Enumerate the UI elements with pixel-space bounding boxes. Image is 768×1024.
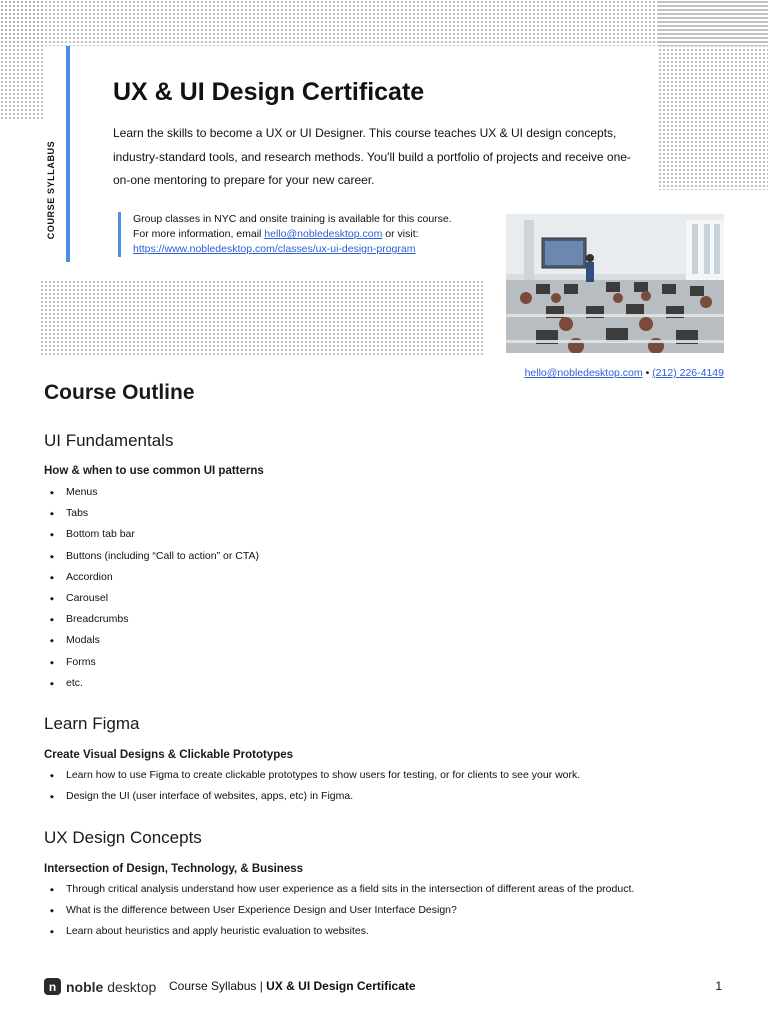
learn-figma-list — [50, 765, 580, 807]
list-item: ◆ Learn how to use Figma to create clickable prototypes to show users for testing, or for clients to see your work. — [50, 765, 580, 786]
info-line-2 — [133, 227, 503, 242]
list-item: ◆ Learn about heuristics and apply heuristic evaluation to websites. — [50, 921, 634, 942]
list-item: ◆ Tabs — [50, 503, 259, 524]
list-item: ◆ Buttons (including “Call to action” or CTA) — [50, 546, 259, 567]
info-line-1: Group classes in NYC and onsite training is available for this course. — [133, 213, 452, 225]
list-item: ◆ Breadcrumbs — [50, 609, 259, 630]
logo-word-light: desktop — [107, 978, 157, 995]
logo-wordmark — [66, 979, 156, 995]
list-item: ◆ Menus — [50, 482, 259, 503]
header-accent-bar — [66, 46, 70, 262]
program-url-link[interactable]: https://www.nobledesktop.com/classes/ux-ui-design-program — [133, 243, 416, 255]
list-item: ◆ Bottom tab bar — [50, 524, 259, 545]
logo-word-bold: noble — [66, 978, 104, 995]
noble-desktop-logo — [44, 978, 156, 995]
logo-mark-icon: n — [44, 978, 61, 995]
ux-design-concepts-list — [50, 879, 634, 943]
section-subtitle-ux-design-concepts: Intersection of Design, Technology, & Business — [44, 863, 304, 875]
page-footer — [44, 976, 724, 998]
list-item: ◆ Modals — [50, 630, 259, 651]
section-subtitle-learn-figma: Create Visual Designs & Clickable Prototypes — [44, 749, 294, 761]
footer-label: Course Syllabus | — [169, 979, 263, 993]
list-item: ◆ Accordion — [50, 567, 259, 588]
section-title-ui-fundamentals: UI Fundamentals — [44, 431, 174, 450]
side-label: COURSE SYLLABUS — [46, 140, 56, 240]
page-number: 1 — [715, 979, 722, 993]
info-email-link[interactable]: hello@nobledesktop.com — [264, 228, 383, 240]
dot-pattern-left — [0, 0, 44, 120]
contact-separator: • — [645, 367, 650, 379]
page-title: UX & UI Design Certificate — [113, 78, 425, 106]
intro-paragraph: Learn the skills to become a UX or UI Designer. This course teaches UX & UI design concepts, industry-standard tools, and research methods. You'll build a portfolio of projects and receive one-on-one mentoring to prepare for your new career. — [113, 126, 631, 187]
footer-title — [169, 979, 416, 993]
list-item: ◆ Carousel — [50, 588, 259, 609]
contact-phone-link[interactable]: (212) 226-4149 — [652, 367, 724, 379]
ui-fundamentals-list — [50, 482, 259, 694]
dot-pattern-top — [0, 0, 768, 46]
info-email-suffix: or visit: — [385, 228, 419, 240]
info-callout — [118, 212, 503, 257]
section-title-ux-design-concepts: UX Design Concepts — [44, 828, 202, 847]
dot-pattern-middle — [40, 280, 485, 356]
footer-course-title: UX & UI Design Certificate — [266, 979, 416, 993]
section-title-learn-figma: Learn Figma — [44, 714, 140, 733]
list-item: ◆ etc. — [50, 673, 259, 694]
dot-pattern-right — [658, 0, 768, 190]
section-subtitle-ui-fundamentals: How & when to use common UI patterns — [44, 465, 264, 477]
list-item: ◆ Design the UI (user interface of websites, apps, etc) in Figma. — [50, 786, 580, 807]
list-item: ◆ Forms — [50, 652, 259, 673]
list-item: ◆ Through critical analysis understand how user experience as a field sits in the intersection of different areas of the product. — [50, 879, 634, 900]
info-email-prefix: For more information, email — [133, 228, 262, 240]
list-item: ◆ What is the difference between User Experience Design and User Interface Design? — [50, 900, 634, 921]
contact-line — [506, 367, 724, 379]
contact-email-link[interactable]: hello@nobledesktop.com — [524, 367, 643, 379]
classroom-photo — [506, 214, 724, 353]
course-outline-heading: Course Outline — [44, 381, 195, 404]
classroom-illustration — [506, 214, 724, 353]
